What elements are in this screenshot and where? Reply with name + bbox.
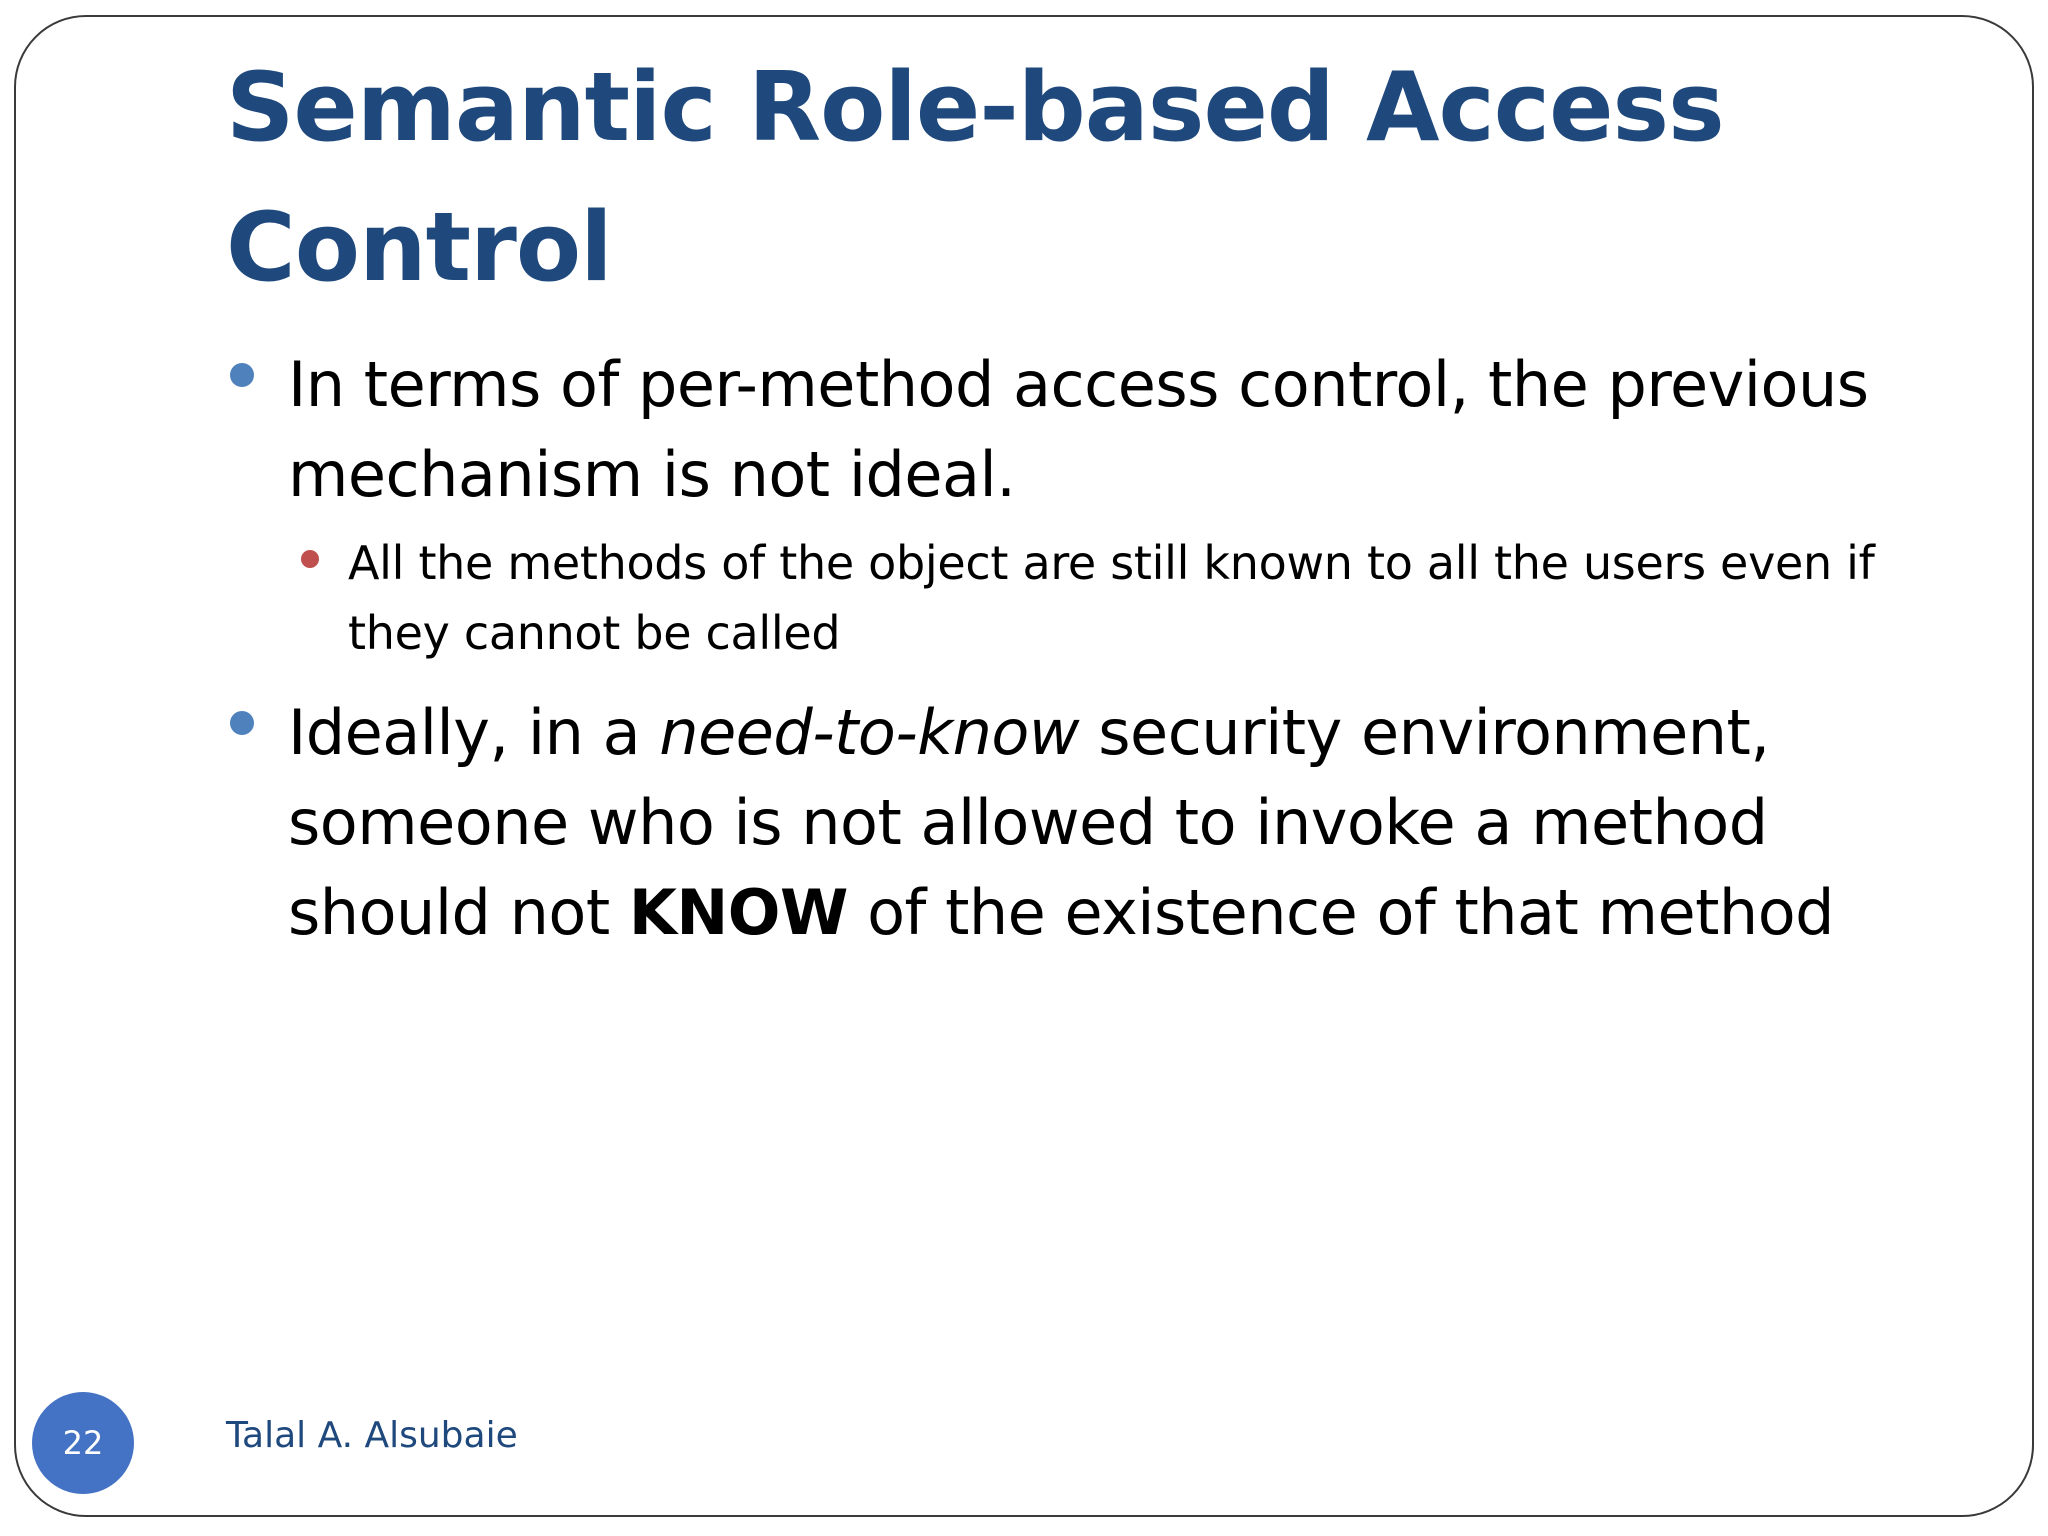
bullet-text-part: security environment, someone who is not allowed to invoke a method should not	[288, 696, 1770, 949]
bullet-text-part: of the existence of that method	[847, 876, 1835, 949]
slide-title: Semantic Role-based Access Control	[226, 53, 1724, 303]
bullet-text: In terms of per-method access control, the previous mechanism is not ideal.	[288, 348, 1869, 511]
footer-author: Talal A. Alsubaie	[226, 1415, 518, 1456]
sub-bullet-text: All the methods of the object are still known to all the users even if they cannot be called	[348, 536, 1875, 660]
sub-bullet-dot-icon	[301, 550, 319, 568]
sub-bullet-item	[226, 528, 1906, 668]
emphasis-text: need-to-know	[659, 696, 1080, 769]
bullet-item	[226, 688, 1906, 958]
bullet-dot-icon	[230, 711, 254, 735]
bullet-text-part: Ideally, in a	[288, 696, 660, 769]
bullet-dot-icon	[230, 363, 254, 387]
strong-text: KNOW	[628, 876, 848, 949]
page-number-badge: 22	[32, 1392, 134, 1494]
bullet-item	[226, 340, 1906, 520]
bullet-list	[226, 340, 1906, 958]
